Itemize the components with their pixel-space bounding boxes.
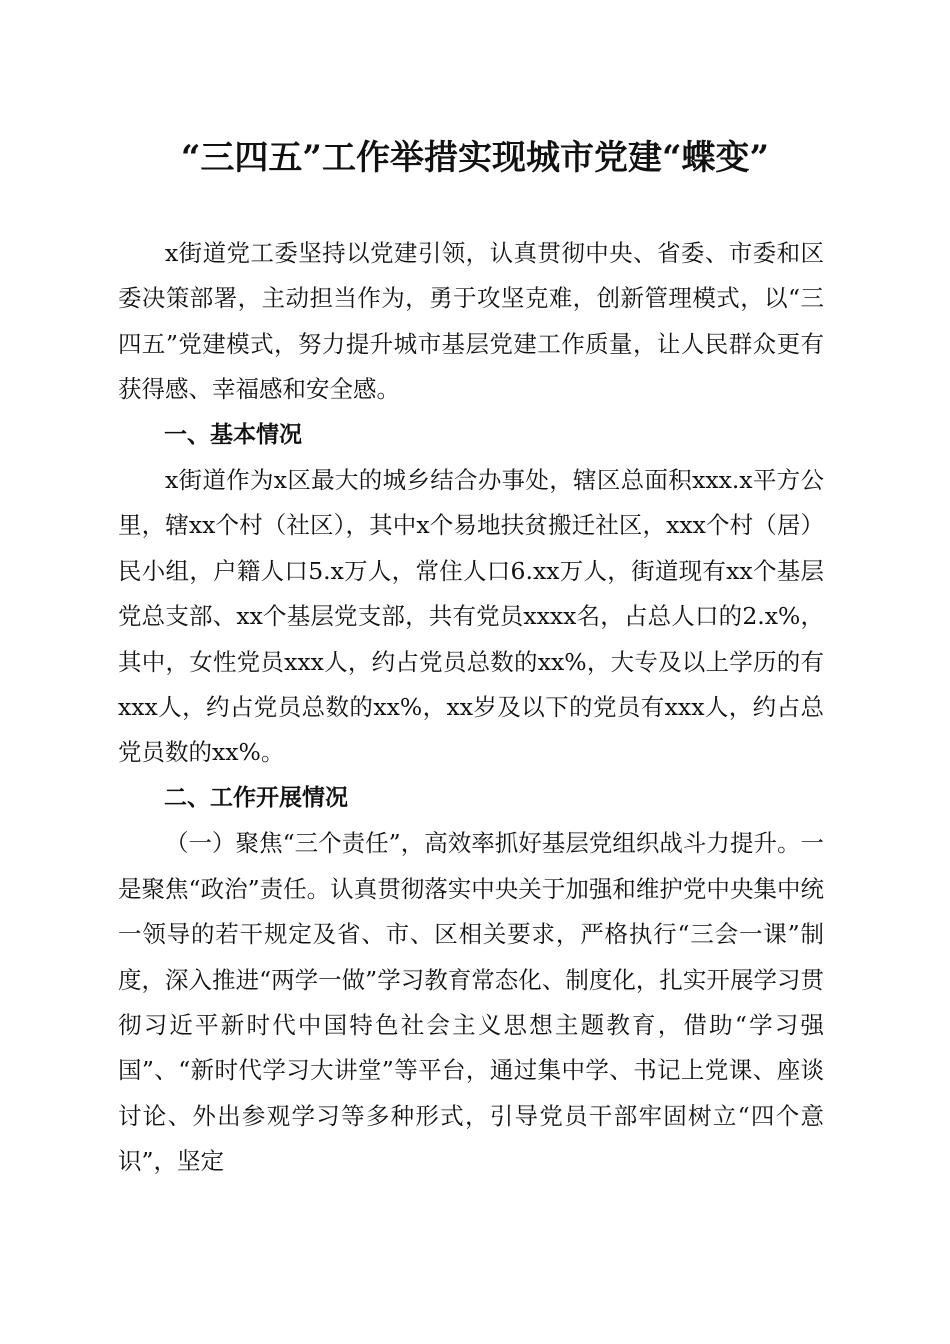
- intro-paragraph: x街道党工委坚持以党建引领，认真贯彻中央、省委、市委和区委决策部署，主动担当作为，勇于攻坚克难，创新管理模式，以“三四五”党建模式，努力提升城市基层党建工作质量，让人民群众更有获得感、幸福感和安全感。: [118, 239, 824, 404]
- document-body: [118, 231, 824, 1185]
- work-progress-paragraph: （一）聚焦“三个责任”，高效率抓好基层党组织战斗力提升。一是聚焦“政治”责任。认真贯彻落实中央关于加强和维护党中央集中统一领导的若干规定及省、市、区相关要求，严格执行“三会一课”制度，深入推进“两学一做”学习教育常态化、制度化，扎实开展学习贯彻习近平新时代中国特色社会主义思想主题教育，借助“学习强国”、“新时代学习大讲堂”等平台，通过集中学、书记上党课、座谈讨论、外出参观学习等多种形式，引导党员干部牢固树立“四个意识”，坚定: [118, 829, 824, 1176]
- section-heading-work-progress: 二、工作开展情况: [164, 784, 348, 811]
- document-title: “三四五”工作举措实现城市党建“蝶变”: [180, 138, 770, 178]
- section-heading-basic-situation: 一、基本情况: [164, 421, 302, 448]
- basic-situation-paragraph: x街道作为x区最大的城乡结合办事处，辖区总面积xxx.x平方公里，辖xx个村（社区），其中x个易地扶贫搬迁社区，xxx个村（居）民小组，户籍人口5.x万人，常住人口6.xx万人，街道现有xx个基层党总支部、xx个基层党支部，共有党员xxxx名，占总人口的2.x%，其中，女性党员xxx人，约占党员总数的xx%，大专及以上学历的有xxx人，约占党员总数的xx%，xx岁及以下的党员有xxx人，约占总党员数的xx%。: [118, 466, 824, 767]
